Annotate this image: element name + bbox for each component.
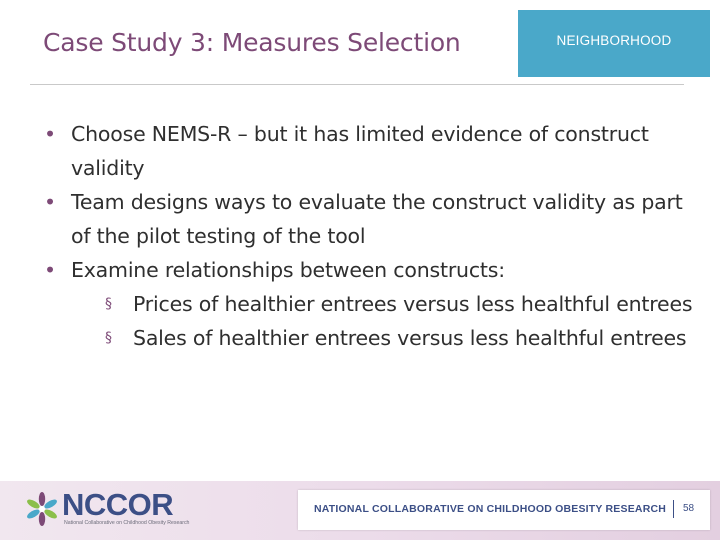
bullet-text: Examine relationships between constructs: <box>71 258 505 282</box>
page-number: 58 <box>683 503 695 514</box>
slide-title: Case Study 3: Measures Selection <box>43 28 461 57</box>
bullet-glyph: • <box>44 258 56 282</box>
bullet-text: Team designs ways to evaluate the construct validity as part of the pilot testing of the tool <box>71 190 683 248</box>
logo-tagline: National Collaborative on Childhood Obesity Research <box>64 520 190 526</box>
logo-wordmark: NCCOR <box>62 487 174 522</box>
bullet-item <box>44 185 694 253</box>
bullet-list <box>44 117 694 355</box>
sub-bullet-glyph: § <box>105 296 112 312</box>
org-name: NATIONAL COLLABORATIVE ON CHILDHOOD OBESITY RESEARCH <box>314 503 667 515</box>
bullet-item <box>44 253 694 355</box>
sub-bullet-item <box>105 321 694 355</box>
section-tag: NEIGHBORHOOD <box>518 10 710 77</box>
sub-bullet-glyph: § <box>105 330 112 346</box>
nccor-logo <box>22 487 202 531</box>
sub-bullet-list <box>71 287 694 355</box>
footer-separator <box>673 500 674 518</box>
nccor-flower-icon <box>22 487 62 531</box>
slide-body <box>44 117 694 355</box>
bullet-item <box>44 117 694 185</box>
bullet-glyph: • <box>44 190 56 214</box>
sub-bullet-item <box>105 287 694 321</box>
bullet-glyph: • <box>44 122 56 146</box>
bullet-text: Choose NEMS-R – but it has limited evidence of construct validity <box>71 122 649 180</box>
title-divider <box>30 84 684 85</box>
sub-bullet-text: Prices of healthier entrees versus less healthful entrees <box>133 292 693 316</box>
sub-bullet-text: Sales of healthier entrees versus less healthful entrees <box>133 326 687 350</box>
